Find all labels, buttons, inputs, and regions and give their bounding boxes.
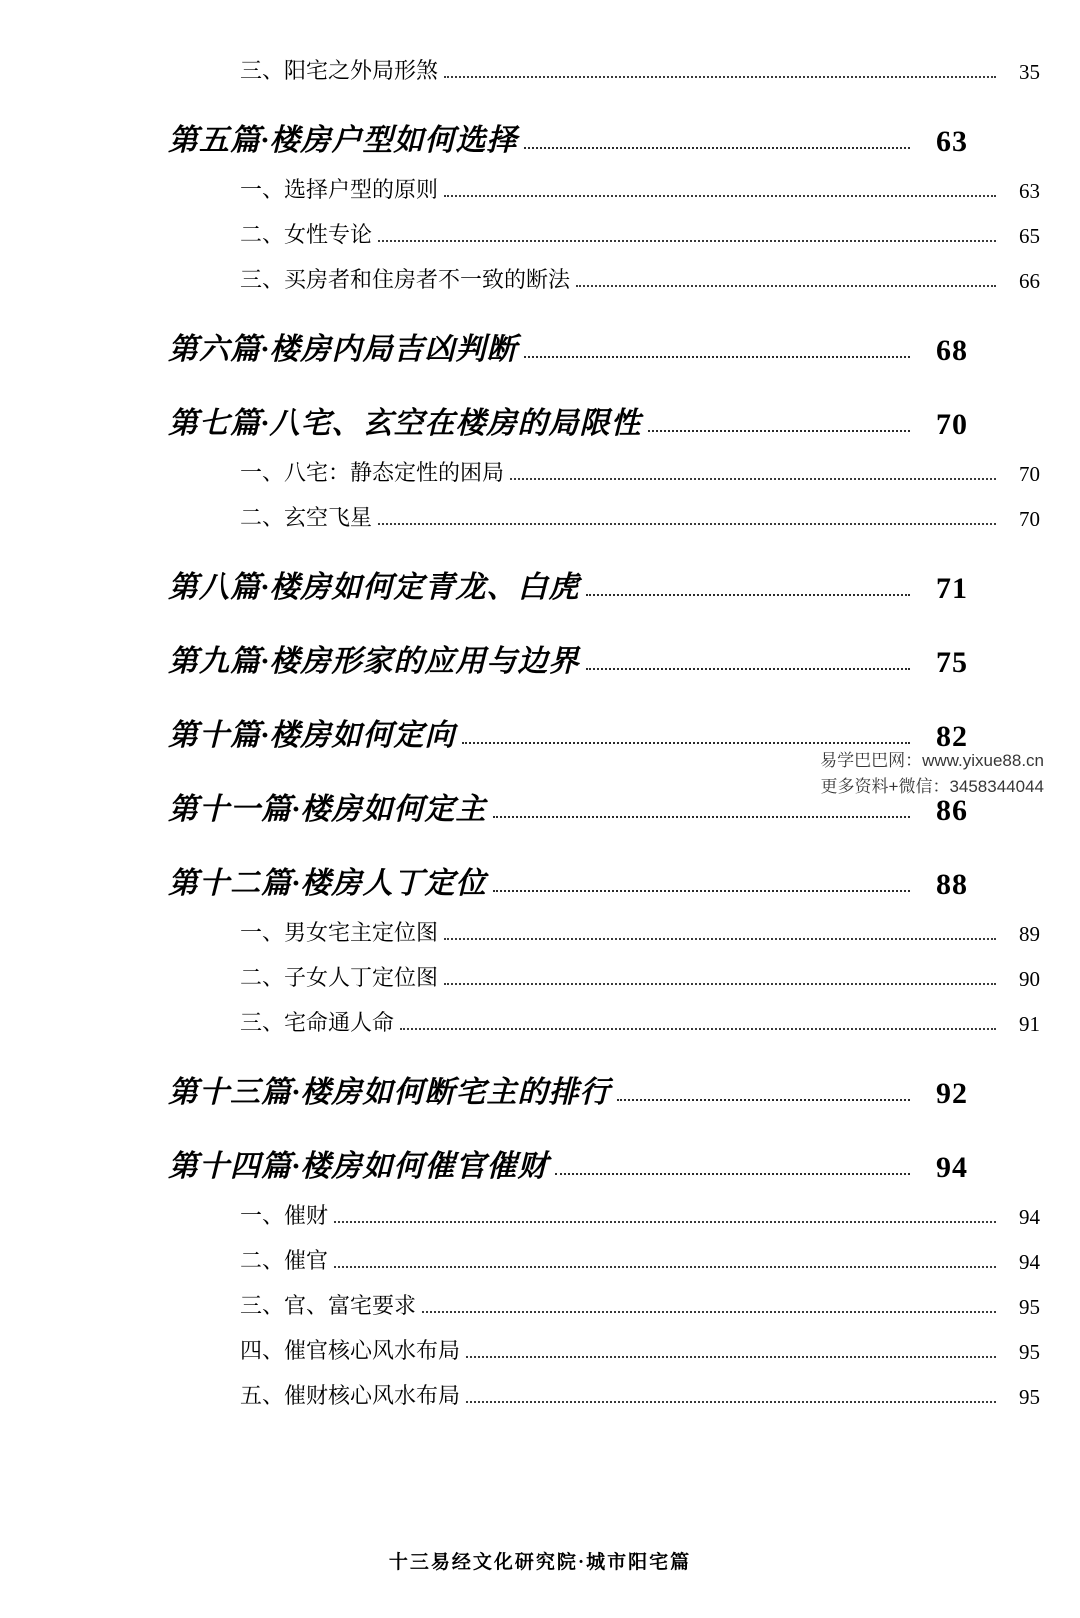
toc-leader-dots (466, 1355, 996, 1358)
toc-entry-chapter[interactable] (168, 1141, 968, 1185)
toc-entry-page-number: 94 (1019, 1205, 1040, 1229)
toc-entry-page-number: 63 (1019, 179, 1040, 203)
toc-entry-label: 第七篇·八宅、玄空在楼房的局限性 (168, 407, 642, 440)
toc-entry-page-number: 71 (936, 572, 968, 605)
toc-entry-page-number: 95 (1019, 1385, 1040, 1409)
toc-entry-label: 二、玄空飞星 (240, 505, 373, 530)
toc-entry-label: 三、阳宅之外局形煞 (240, 58, 439, 83)
toc-leader-dots (648, 429, 911, 432)
toc-leader-dots (510, 477, 996, 480)
toc-entry-page-number: 70 (936, 408, 968, 441)
toc-entry-chapter[interactable] (168, 324, 968, 368)
toc-entry-chapter[interactable] (168, 710, 968, 754)
toc-entry-label: 二、催官 (240, 1248, 329, 1273)
toc-leader-dots (444, 982, 996, 985)
toc-entry-chapter[interactable] (168, 115, 968, 159)
toc-leader-dots (334, 1220, 996, 1223)
toc-entry-section[interactable] (240, 1379, 1040, 1410)
toc-entry-page-number: 95 (1019, 1340, 1040, 1364)
toc-entry-label: 第十二篇·楼房人丁定位 (168, 867, 487, 900)
toc-leader-dots (586, 667, 911, 670)
toc-entry-section[interactable] (240, 1199, 1040, 1230)
toc-entry-label: 三、官、富宅要求 (240, 1293, 417, 1318)
toc-entry-label: 三、宅命通人命 (240, 1010, 395, 1035)
toc-entry-section[interactable] (240, 263, 1040, 294)
toc-entry-label: 第十四篇·楼房如何催官催财 (168, 1150, 549, 1183)
toc-entry-section[interactable] (240, 218, 1040, 249)
toc-entry-section[interactable] (240, 54, 1040, 85)
toc-leader-dots (334, 1265, 996, 1268)
toc-entry-page-number: 82 (936, 720, 968, 753)
toc-entry-chapter[interactable] (168, 1067, 968, 1111)
toc-entry-chapter[interactable] (168, 784, 968, 828)
toc-entry-label: 第十篇·楼房如何定向 (168, 719, 456, 752)
toc-entry-page-number: 70 (1019, 462, 1040, 486)
toc-entry-label: 二、女性专论 (240, 222, 373, 247)
toc-entry-section[interactable] (240, 1289, 1040, 1320)
toc-leader-dots (400, 1027, 996, 1030)
toc-entry-label: 第十一篇·楼房如何定主 (168, 793, 487, 826)
toc-entry-section[interactable] (240, 501, 1040, 532)
toc-entry-label: 一、催财 (240, 1203, 329, 1228)
toc-entry-chapter[interactable] (168, 636, 968, 680)
toc-leader-dots (555, 1172, 911, 1175)
toc-entry-section[interactable] (240, 916, 1040, 947)
toc-entry-page-number: 63 (936, 125, 968, 158)
toc-entry-page-number: 70 (1019, 507, 1040, 531)
toc-entry-label: 第六篇·楼房内局吉凶判断 (168, 333, 518, 366)
toc-entry-label: 三、买房者和住房者不一致的断法 (240, 267, 571, 292)
toc-entry-page-number: 75 (936, 646, 968, 679)
toc-entry-page-number: 68 (936, 334, 968, 367)
table-of-contents (150, 54, 1040, 1410)
toc-entry-page-number: 94 (1019, 1250, 1040, 1274)
toc-entry-section[interactable] (240, 456, 1040, 487)
toc-leader-dots (378, 239, 996, 242)
toc-entry-page-number: 65 (1019, 224, 1040, 248)
toc-leader-dots (462, 741, 911, 744)
toc-leader-dots (444, 937, 996, 940)
toc-entry-section[interactable] (240, 173, 1040, 204)
toc-leader-dots (493, 815, 911, 818)
toc-entry-section[interactable] (240, 1006, 1040, 1037)
toc-leader-dots (576, 284, 996, 287)
toc-entry-label: 五、催财核心风水布局 (240, 1383, 461, 1408)
toc-entry-page-number: 89 (1019, 922, 1040, 946)
toc-leader-dots (378, 522, 996, 525)
toc-entry-label: 一、八宅：静态定性的困局 (240, 460, 505, 485)
toc-leader-dots (493, 889, 911, 892)
toc-entry-chapter[interactable] (168, 398, 968, 442)
toc-entry-page-number: 91 (1019, 1012, 1040, 1036)
toc-entry-label: 四、催官核心风水布局 (240, 1338, 461, 1363)
toc-entry-label: 一、选择户型的原则 (240, 177, 439, 202)
toc-entry-page-number: 86 (936, 794, 968, 827)
toc-leader-dots (524, 355, 911, 358)
toc-leader-dots (524, 146, 911, 149)
toc-entry-chapter[interactable] (168, 562, 968, 606)
toc-entry-label: 一、男女宅主定位图 (240, 920, 439, 945)
toc-leader-dots (444, 194, 996, 197)
toc-leader-dots (466, 1400, 996, 1403)
toc-leader-dots (422, 1310, 996, 1313)
toc-entry-label: 第八篇·楼房如何定青龙、白虎 (168, 571, 580, 604)
toc-entry-label: 第九篇·楼房形家的应用与边界 (168, 645, 580, 678)
toc-entry-page-number: 95 (1019, 1295, 1040, 1319)
toc-entry-page-number: 88 (936, 868, 968, 901)
toc-entry-section[interactable] (240, 961, 1040, 992)
toc-leader-dots (617, 1098, 911, 1101)
page-footer: 十三易经文化研究院·城市阳宅篇 (388, 1552, 692, 1573)
toc-entry-section[interactable] (240, 1334, 1040, 1365)
toc-leader-dots (444, 75, 996, 78)
toc-entry-page-number: 90 (1019, 967, 1040, 991)
toc-entry-chapter[interactable] (168, 858, 968, 902)
toc-entry-label: 第十三篇·楼房如何断宅主的排行 (168, 1076, 611, 1109)
toc-entry-page-number: 66 (1019, 269, 1040, 293)
toc-entry-section[interactable] (240, 1244, 1040, 1275)
toc-entry-page-number: 92 (936, 1077, 968, 1110)
toc-entry-label: 二、子女人丁定位图 (240, 965, 439, 990)
watermark-line-1: 易学巴巴网：www.yixue88.cn (820, 751, 1044, 770)
toc-leader-dots (586, 593, 911, 596)
watermark-line-2: 更多资料+微信：3458344044 (820, 776, 1044, 796)
toc-entry-page-number: 94 (936, 1151, 968, 1184)
toc-entry-label: 第五篇·楼房户型如何选择 (168, 124, 518, 157)
toc-entry-page-number: 35 (1019, 60, 1040, 84)
